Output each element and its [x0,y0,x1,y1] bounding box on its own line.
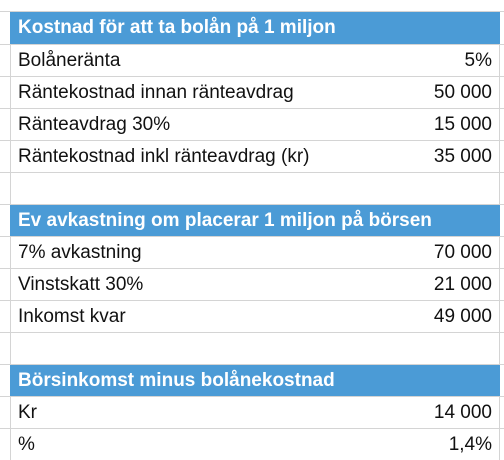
table-row[interactable] [0,108,504,140]
section-title: Börsinkomst minus bolånekostnad [18,369,335,391]
table-row[interactable] [0,44,504,76]
row-label: Kr [18,401,37,423]
row-value: 35 000 [433,145,492,167]
cell[interactable] [10,365,500,396]
row-label: % [18,433,35,455]
row-label: Räntekostnad innan ränteavdrag [18,81,294,103]
row-label: Ränteavdrag 30% [18,113,171,135]
table-row[interactable] [0,268,504,300]
row-value: 21 000 [433,273,492,295]
cell[interactable] [10,173,500,204]
section-title: Ev avkastning om placerar 1 miljon på börsen [18,209,432,231]
table-row[interactable] [0,396,504,428]
row-value: 1,4% [448,433,492,455]
section-header-stock-return[interactable] [0,204,504,236]
cell[interactable] [10,205,500,236]
row-value: 70 000 [433,241,492,263]
cell[interactable] [10,141,500,172]
row-label: Räntekostnad inkl ränteavdrag (kr) [18,145,310,167]
cell[interactable] [10,45,500,76]
cell[interactable] [10,333,500,364]
table-row[interactable] [0,236,504,268]
row-value: 50 000 [433,81,492,103]
empty-row[interactable] [0,172,504,204]
cell[interactable] [10,429,500,460]
cell[interactable] [10,269,500,300]
table-row[interactable] [0,428,504,460]
row-label: 7% avkastning [18,241,142,263]
cell[interactable] [10,12,500,44]
section-title: Kostnad för att ta bolån på 1 miljon [18,17,336,38]
table-row[interactable] [0,140,504,172]
row-label: Bolåneränta [18,49,121,71]
table-row[interactable] [0,300,504,332]
row-label: Vinstskatt 30% [18,273,144,295]
section-header-loan-cost[interactable] [0,11,504,44]
row-value: 15 000 [433,113,492,135]
row-value: 14 000 [433,401,492,423]
cell[interactable] [10,109,500,140]
empty-row[interactable] [0,332,504,364]
cell[interactable] [10,301,500,332]
row-label: Inkomst kvar [18,305,126,327]
table-row[interactable] [0,76,504,108]
row-value: 5% [464,49,492,71]
cell[interactable] [10,237,500,268]
cell[interactable] [10,77,500,108]
row-value: 49 000 [433,305,492,327]
section-header-net-result[interactable] [0,364,504,396]
cell[interactable] [10,397,500,428]
